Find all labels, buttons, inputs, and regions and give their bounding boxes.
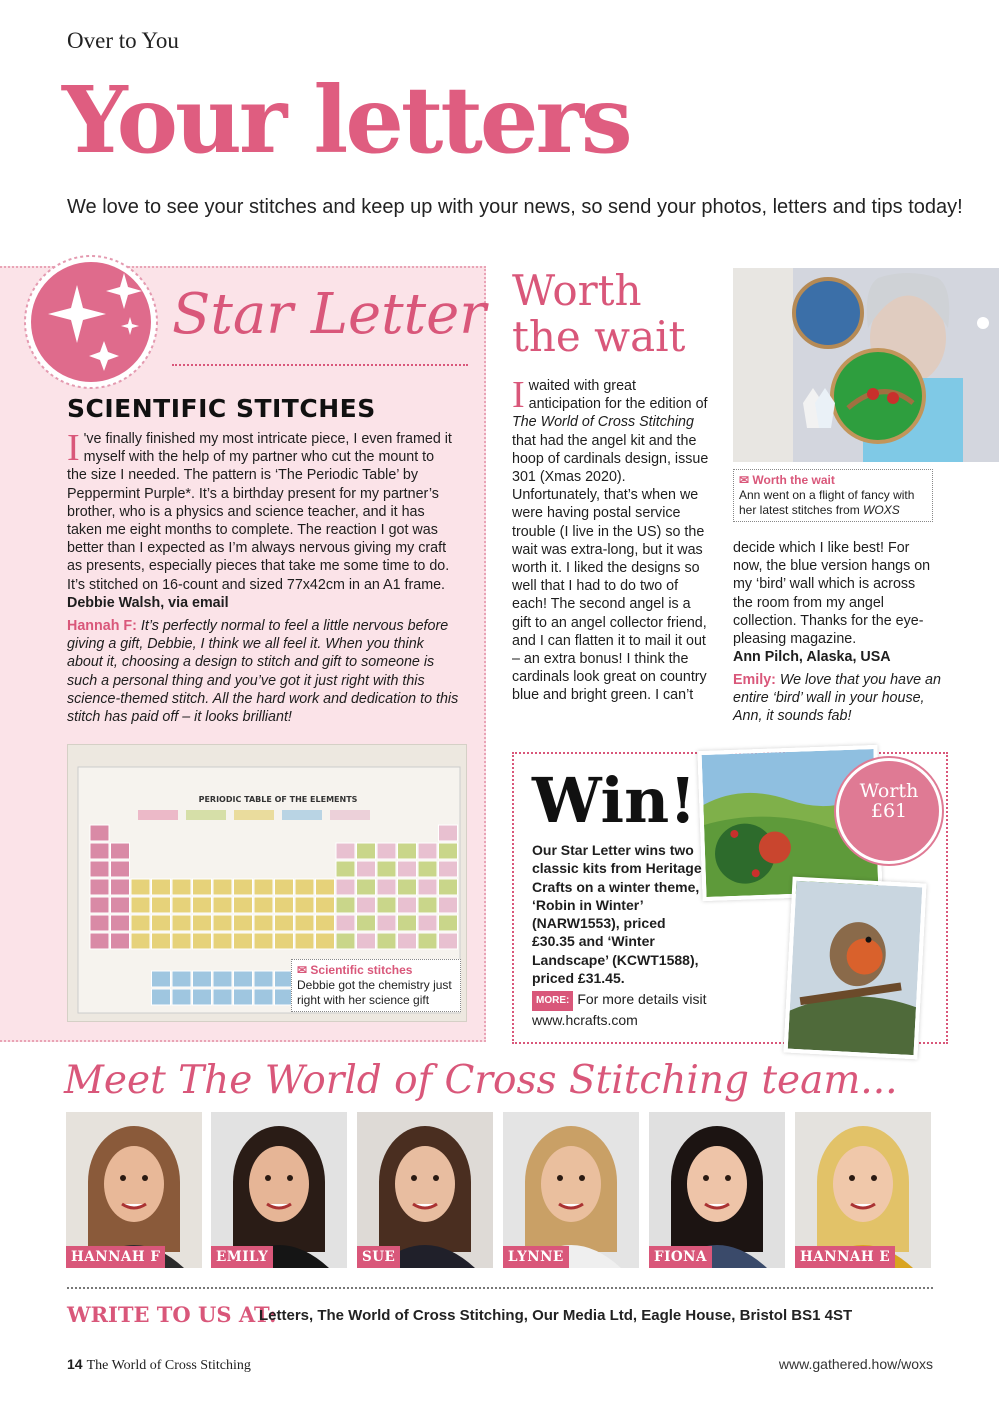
title-line: Worth (512, 266, 642, 315)
badge-value: £61 (870, 800, 908, 822)
element-cell (275, 915, 294, 931)
element-cell (357, 843, 376, 859)
element-cell (131, 879, 150, 895)
element-cell (439, 933, 458, 949)
element-cell (193, 933, 212, 949)
legend-key (234, 810, 274, 820)
reply-author: Emily: (733, 672, 776, 688)
element-cell (152, 989, 171, 1005)
photo-caption (291, 959, 461, 1012)
element-cell (357, 897, 376, 913)
element-cell (418, 915, 437, 931)
postal-address: Letters, The World of Cross Stitching, Our Media Ltd, Eagle House, Bristol BS1 4ST (259, 1307, 853, 1324)
element-cell (254, 933, 273, 949)
element-cell (234, 897, 253, 913)
element-cell (152, 915, 171, 931)
element-cell (131, 915, 150, 931)
element-cell (336, 861, 355, 877)
team-member (503, 1112, 639, 1268)
team-member-photo (357, 1112, 493, 1268)
letter-heading: SCIENTIFIC STITCHES (67, 394, 376, 423)
divider (172, 364, 468, 366)
element-cell (377, 933, 396, 949)
element-cell (111, 915, 130, 931)
element-cell (234, 971, 253, 987)
team-member-name: LYNNE (503, 1246, 569, 1268)
element-cell (377, 915, 396, 931)
element-cell (213, 971, 232, 987)
caption-text: Debbie got the chemistry just right with her science gift (297, 978, 452, 1007)
element-cell (213, 933, 232, 949)
badge-line: Worth (859, 780, 919, 802)
element-cell (213, 897, 232, 913)
letter-body (512, 374, 712, 705)
caption-title: Scientific stitches (310, 963, 413, 977)
element-cell (275, 897, 294, 913)
team-member-photo (795, 1112, 931, 1268)
legend-key (186, 810, 226, 820)
more-link[interactable]: For more details visit www.hcrafts.com (532, 991, 707, 1028)
reply-text: We love that you have an entire ‘bird’ wall in your house, Ann, it sounds fab! (733, 672, 941, 725)
team-member-photo (66, 1112, 202, 1268)
legend-key (282, 810, 322, 820)
element-cell (336, 933, 355, 949)
element-cell (295, 915, 314, 931)
element-cell (254, 897, 273, 913)
element-cell (357, 915, 376, 931)
element-cell (193, 915, 212, 931)
element-cell (254, 879, 273, 895)
element-cell (398, 933, 417, 949)
element-cell (193, 989, 212, 1005)
write-to-us-label: WRITE TO US AT: (67, 1302, 277, 1327)
editor-reply (67, 617, 461, 726)
hoops-image (733, 268, 999, 462)
element-cell (172, 933, 191, 949)
reply-author: Hannah F: (67, 618, 137, 634)
element-cell (172, 879, 191, 895)
team-member-name: EMILY (211, 1246, 273, 1268)
team-member (66, 1112, 202, 1268)
element-cell (90, 933, 109, 949)
element-cell (316, 897, 335, 913)
element-cell (418, 897, 437, 913)
element-cell (131, 897, 150, 913)
letter-title (512, 268, 685, 360)
element-cell (152, 897, 171, 913)
element-cell (357, 879, 376, 895)
team-member-name: FIONA (649, 1246, 712, 1268)
letter-text: 've finally finished my most intricate piece, I even framed it myself with the help of my partner who cut the mount to the size I needed. The pattern is ‘The Periodic Table’ by Peppermint Purple*. It’s a birthday present for my partner’s brother, who is a physics and science teacher, and it has taken me eight months to complete. The reaction I got was better than I expected as I’m always nervous giving my craft as presents, especially pieces that take me some time to do. It’s stitched on 16-count and sized 77x42cm in an A1 frame. (67, 431, 452, 593)
element-cell (172, 915, 191, 931)
page-footer (67, 1356, 251, 1374)
prize-value-badge (836, 758, 942, 864)
ann-hoops-photo (733, 268, 999, 462)
element-cell (418, 933, 437, 949)
element-cell (439, 915, 458, 931)
element-cell (398, 897, 417, 913)
element-cell (336, 843, 355, 859)
element-cell (336, 915, 355, 931)
team-heading: Meet The World of Cross Stitching team... (64, 1058, 898, 1103)
letter-text: decide which I like best! For now, the blue version hangs on my ‘bird’ wall which is across the room from my angel collection. Thanks for the eye-pleasing magazine. (733, 540, 931, 648)
element-cell (336, 897, 355, 913)
element-cell (439, 861, 458, 877)
team-member (357, 1112, 493, 1268)
letter-text: that had the angel kit and the hoop of cardinals design, issue 301 (Xmas 2020). Unfortunately, that’s when we were having postal service trouble (I live in the US) so the wait was extra-long, but it was worth it. I liked the designs so well that I had to do two of each! The second angel is a gift to an angel collector friend, and I can flatten it to mail it out – an extra bonus! I think the cardinals look great on country blue and bright green. I can’t (512, 432, 709, 704)
element-cell (172, 971, 191, 987)
letter-signature: Ann Pilch, Alaska, USA (733, 649, 891, 666)
team-member-name: HANNAH E (795, 1246, 895, 1268)
element-cell (111, 897, 130, 913)
element-cell (316, 915, 335, 931)
magazine-name: The World of Cross Stitching (86, 1358, 251, 1373)
element-cell (90, 879, 109, 895)
element-cell (234, 915, 253, 931)
prize-description: Our Star Letter wins two classic kits from Heritage Crafts on a winter theme, ‘Robin in Winter’ (NARW1553), priced £30.35 and ‘Winter Landscape’ (KCWT1588), priced £31.45. (532, 842, 702, 987)
element-cell (90, 861, 109, 877)
photo-caption (733, 469, 933, 522)
element-cell (234, 933, 253, 949)
intro-text: We love to see your stitches and keep up with your news, so send your photos, letters and tips today! (67, 196, 963, 218)
element-cell (172, 989, 191, 1005)
reply-text: It’s perfectly normal to feel a little nervous before giving a gift, Debbie, I think we all feel it. When you think about it, choosing a design to stitch and gift to someone is such a personal thing and you’ve got it just right with this science-themed stitch. All the hard work and dedication to this stitch has paid off – it looks brilliant! (67, 618, 459, 726)
element-cell (275, 933, 294, 949)
more-info (532, 990, 712, 1029)
element-cell (90, 843, 109, 859)
element-cell (111, 879, 130, 895)
element-cell (193, 971, 212, 987)
element-cell (111, 933, 130, 949)
element-cell (439, 897, 458, 913)
element-cell (90, 915, 109, 931)
drop-cap: I (67, 427, 80, 469)
element-cell (172, 897, 191, 913)
drop-cap: I (512, 374, 525, 416)
page-number: 14 (67, 1356, 83, 1372)
envelope-icon: ✉ (297, 963, 311, 977)
element-cell (131, 933, 150, 949)
element-cell (336, 879, 355, 895)
more-badge: MORE: (532, 991, 573, 1011)
element-cell (152, 879, 171, 895)
team-member (795, 1112, 931, 1268)
element-cell (439, 879, 458, 895)
element-cell (193, 879, 212, 895)
title-line: the wait (512, 312, 686, 361)
letter-text: waited with great anticipation for the edition of (528, 378, 708, 413)
element-cell (254, 971, 273, 987)
element-cell (316, 933, 335, 949)
robin-in-winter-kit-image (783, 877, 926, 1060)
element-cell (254, 989, 273, 1005)
team-member (211, 1112, 347, 1268)
element-cell (152, 971, 171, 987)
element-cell (213, 989, 232, 1005)
element-cell (418, 879, 437, 895)
element-cell (193, 897, 212, 913)
element-cell (316, 879, 335, 895)
element-cell (90, 825, 109, 841)
team-member-photo (649, 1112, 785, 1268)
team-member (649, 1112, 785, 1268)
win-heading: Win! (532, 764, 697, 837)
star-letter-label: Star Letter (172, 282, 487, 347)
element-cell (398, 915, 417, 931)
element-cell (90, 897, 109, 913)
element-cell (377, 843, 396, 859)
star-letter-badge-icon (22, 253, 160, 391)
element-cell (398, 843, 417, 859)
team-member-photo (503, 1112, 639, 1268)
element-cell (418, 861, 437, 877)
element-cell (213, 915, 232, 931)
element-cell (357, 861, 376, 877)
element-cell (439, 825, 458, 841)
element-cell (234, 879, 253, 895)
element-cell (152, 933, 171, 949)
section-label: Over to You (67, 28, 179, 53)
chart-heading: PERIODIC TABLE OF THE ELEMENTS (198, 795, 358, 804)
letter-body-continued (733, 539, 933, 666)
element-cell (295, 933, 314, 949)
divider (67, 1287, 933, 1289)
legend-key (138, 810, 178, 820)
caption-text: Ann went on a flight of fancy with her latest stitches from WOXS (739, 488, 915, 517)
footer-url[interactable]: www.gathered.how/woxs (778, 1356, 933, 1372)
editor-reply (733, 671, 943, 726)
element-cell (295, 879, 314, 895)
page-title: Your letters (62, 66, 630, 174)
element-cell (254, 915, 273, 931)
star-letter-body (67, 427, 457, 612)
element-cell (377, 879, 396, 895)
element-cell (111, 843, 130, 859)
element-cell (213, 879, 232, 895)
team-member-photo (211, 1112, 347, 1268)
team-member-name: HANNAH F (66, 1246, 165, 1268)
element-cell (234, 989, 253, 1005)
envelope-icon: ✉ (739, 473, 753, 487)
element-cell (439, 843, 458, 859)
element-cell (377, 897, 396, 913)
element-cell (275, 879, 294, 895)
caption-title: Worth the wait (752, 473, 835, 487)
element-cell (111, 861, 130, 877)
element-cell (295, 897, 314, 913)
element-cell (377, 861, 396, 877)
team-member-name: SUE (357, 1246, 400, 1268)
element-cell (418, 843, 437, 859)
element-cell (357, 933, 376, 949)
legend-key (330, 810, 370, 820)
element-cell (398, 879, 417, 895)
letter-signature: Debbie Walsh, via email (67, 594, 229, 611)
element-cell (398, 861, 417, 877)
magazine-name: The World of Cross Stitching (512, 414, 694, 431)
